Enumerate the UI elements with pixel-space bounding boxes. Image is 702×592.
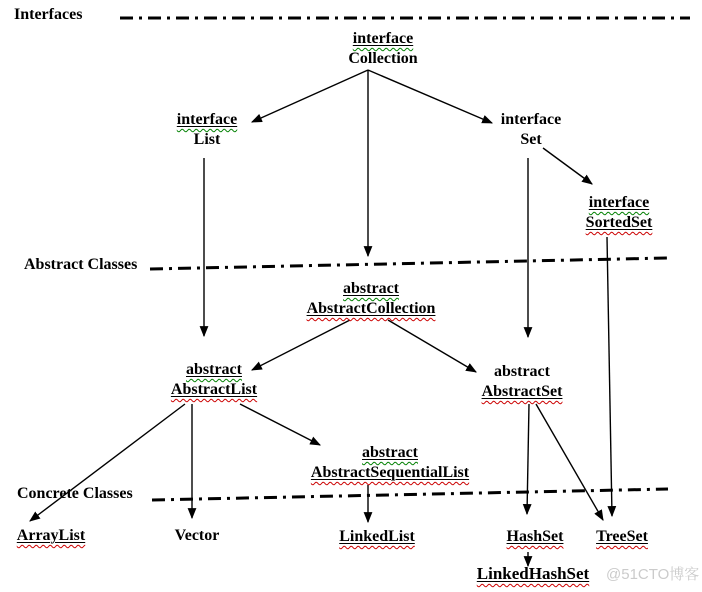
node-arraylist (17, 526, 85, 546)
node-abstractset-modifier: abstract (494, 363, 550, 380)
node-linkedhashset-name: LinkedHashSet (476, 564, 590, 583)
edge-abstractset-hashset (527, 404, 529, 514)
node-abstractsequentiallist-name: AbstractSequentialList (310, 464, 470, 481)
node-linkedhashset (477, 564, 589, 584)
node-collection (348, 29, 417, 69)
node-list-name: List (193, 131, 221, 148)
edge-abstractlist-abstractsequentiallist (240, 404, 320, 445)
node-vector-name: Vector (174, 527, 220, 544)
abstract-divider-line (150, 258, 668, 269)
node-abstractsequentiallist-modifier: abstract (362, 444, 418, 461)
edge-abstractcollection-abstractset (388, 320, 476, 372)
node-set-modifier: interface (500, 111, 562, 128)
node-sortedset (586, 193, 653, 233)
node-hashset-name: HashSet (506, 528, 564, 545)
edge-collection-list (252, 70, 368, 122)
edge-abstractlist-arraylist (30, 404, 185, 521)
node-linkedlist (339, 527, 415, 547)
node-treeset-name: TreeSet (596, 528, 648, 545)
edge-abstractcollection-abstractlist (252, 320, 350, 370)
interfaces-section-label: Interfaces (14, 6, 83, 23)
node-vector (175, 526, 220, 546)
edge-collection-set (368, 70, 492, 123)
node-abstractset (482, 362, 563, 402)
node-hashset (507, 527, 564, 547)
node-abstractcollection-name: AbstractCollection (306, 300, 436, 317)
edge-sortedset-treeset (607, 237, 612, 516)
node-list-modifier: interface (176, 111, 238, 128)
node-collection-name: Collection (348, 50, 418, 67)
node-linkedlist-name: LinkedList (339, 528, 415, 545)
node-abstractcollection-modifier: abstract (343, 280, 399, 297)
node-abstractlist-modifier: abstract (186, 361, 242, 378)
node-abstractlist-name: AbstractList (170, 381, 258, 398)
node-set-name: Set (520, 131, 542, 148)
edge-set-sortedset (543, 148, 592, 184)
node-treeset (596, 527, 648, 547)
node-abstractsequentiallist (311, 443, 469, 483)
node-set (501, 110, 561, 150)
node-sortedset-name: SortedSet (585, 214, 653, 231)
abstract-classes-section-label: Abstract Classes (24, 256, 138, 273)
node-sortedset-modifier: interface (588, 194, 650, 211)
watermark: @51CTO博客 (606, 566, 700, 583)
concrete-classes-section-label: Concrete Classes (17, 485, 133, 502)
node-arraylist-name: ArrayList (16, 527, 86, 544)
node-list (177, 110, 237, 150)
edge-abstractset-treeset (536, 404, 603, 520)
node-collection-modifier: interface (352, 30, 414, 47)
node-abstractset-name: AbstractSet (481, 383, 563, 400)
node-abstractlist (171, 360, 257, 400)
node-abstractcollection (307, 279, 436, 319)
